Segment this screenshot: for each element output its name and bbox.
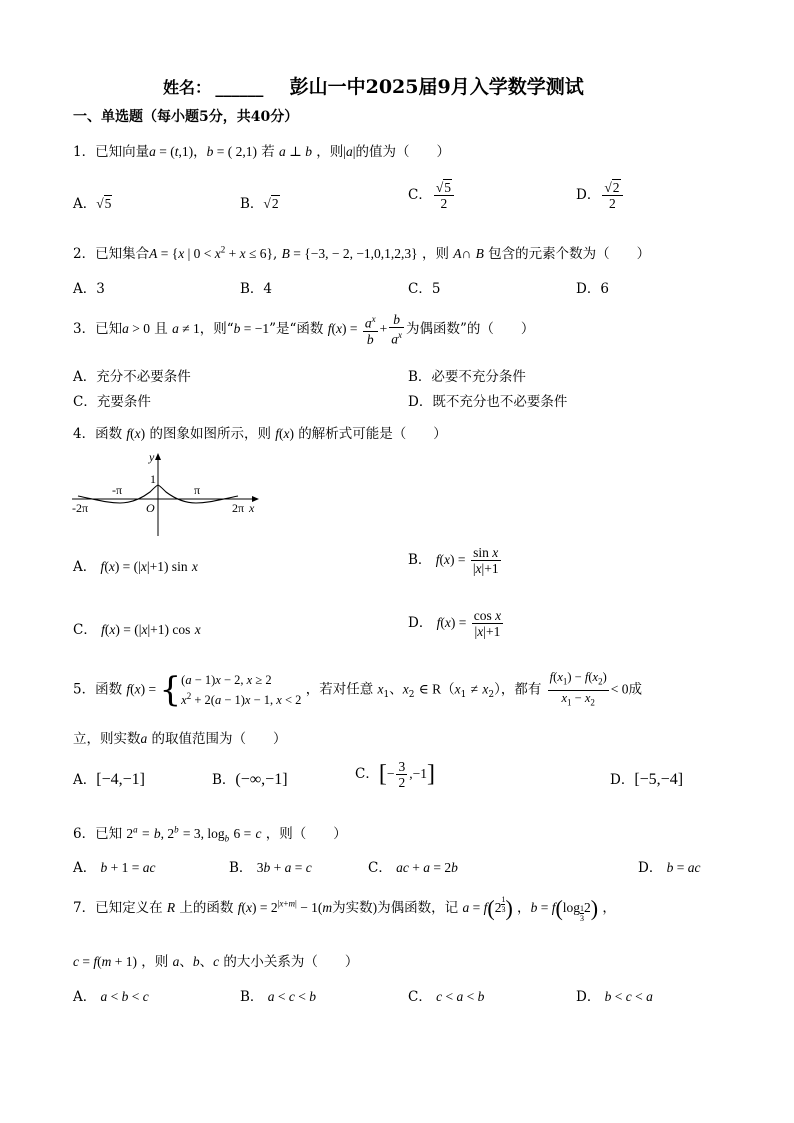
page-title: 彭山一中2025届9月入学数学测试 [289, 76, 584, 98]
q7-option-b: B． a < c < b [240, 989, 316, 1005]
label-neg-pi: -π [112, 483, 123, 497]
q4-option-d: D． f(x) = $\frac{\text{cos x}}{|x|+1}$ [408, 608, 502, 639]
q7-stem: 7．已知定义在 [73, 900, 163, 917]
q3-option-c: C．充要条件 [73, 394, 151, 410]
q5-option-c: C．[− $\frac{3}{2}$ ,−1] [355, 759, 435, 790]
q4-stem: 4．函数 [73, 426, 123, 442]
q5-option-d: D．[−5,−4] [610, 771, 684, 788]
q3-stem: 3．已知 [73, 320, 123, 337]
q3-option-a: A．充分不必要条件 [73, 369, 191, 385]
label-pi: π [194, 483, 201, 497]
q1-option-d: D． $\frac{√2}{2}$ [576, 180, 625, 211]
question-3: 3．已知a > 0 且 a ≠ 1，则“b = −1”是“函数 f(x) = $\frac{a^x}{b}$ + $\frac{b}{a^x}$ 为偶函数”的（ ） [73, 312, 535, 347]
header [163, 72, 584, 99]
q2-option-c: C．5 [408, 281, 441, 297]
question-2: 2．已知集合A = {x | $0 < x^2 + x \le 6$}, B = {−3, − 2, −1,0,1,2,3} ，则 A∩ B 包含的元素个数为（ ） [73, 244, 651, 262]
q2-option-d: D．6 [576, 281, 609, 297]
y-label: y [149, 450, 155, 464]
q1-stem: 1．已知向量 [73, 144, 150, 160]
label-origin: O [146, 501, 155, 515]
q3-option-b: B．必要不充分条件 [408, 369, 526, 385]
q1-option-a: A．√5 [73, 196, 112, 212]
q6-option-a: A． b + 1 = ac [73, 860, 156, 876]
name-blank: ______ [215, 78, 264, 97]
label-one: 1 [150, 472, 156, 486]
q4-option-a: A． f(x) = (|x|+1) sin x [73, 559, 198, 575]
q3-option-d: D．既不充分也不必要条件 [408, 394, 568, 410]
q5-option-a: A．[−4,−1] [73, 771, 145, 788]
q1-option-b: B．√2 [240, 196, 279, 212]
q6-option-d: D． b = ac [638, 860, 701, 876]
function-graph [68, 448, 268, 538]
q1-option-c: C． $\frac{√5}{2}$ [408, 180, 456, 211]
q2-option-b: B．4 [240, 281, 273, 297]
q7-option-a: A． a < b < c [73, 989, 149, 1005]
question-4: 4．函数 f(x) 的图象如图所示，则 f(x) 的解析式可能是（ ） [73, 426, 447, 442]
label-neg-2pi: -2π [72, 501, 89, 515]
label-2pi: 2π [232, 501, 245, 515]
q4-option-b: B． f(x) = $\frac{\text{sin x}}{|x|+1}$ [408, 545, 499, 576]
q6-option-b: B． 3b + a = c [229, 860, 312, 876]
question-7: 7．已知定义在 R 上的函数 $f(x) = 2^{|x+m|} - 1(m$为实数)为偶函数，记 a = f(2 $^{\frac{1}{3}}$ ) ，b = f(log $_{\frac{1}{3}}$ 2) ， [73, 895, 616, 924]
question-5: 5．函数 f(x) = {(a − 1)x − 2, x ≥ 2 $x^2 + 2(a - 1)x - 1$, x < 2 ，若对任意 $x_1$、$x_2$ ∈ $R(x_1 \ne x_2)$，都有 $\frac{f(x_1) - f(x_2)}{x_1 - x_2}$ < 0成 [73, 670, 642, 710]
q5-stem: 5．函数 [73, 681, 123, 698]
q7-stem-line2: c = f(m + 1) ，则 a、b、c 的大小关系为（ ） [73, 954, 359, 970]
question-6: 6．已知 2$^a$ = b, 2$^b$ = 3, $\log_b 6 = c$ ，则（ ） [73, 824, 347, 844]
x-label: x [249, 501, 255, 515]
name-label: 姓名： [163, 78, 212, 97]
q4-option-c: C． f(x) = (|x|+1) cos x [73, 622, 201, 638]
question-1: 1．已知向量a = (t,1)，b = ( 2,1) 若 a ⊥ b ，则|a|的值为（ ） [73, 144, 450, 160]
q6-stem: 6．已知 [73, 826, 123, 842]
q5-option-b: B．(−∞,−1] [212, 771, 288, 788]
q6-option-c: C． ac + a = 2b [368, 860, 458, 876]
q2-option-a: A．3 [73, 281, 105, 297]
q7-option-c: C． c < a < b [408, 989, 485, 1005]
section-heading: 一、单选题（每小题5分，共40分） [73, 109, 299, 125]
q2-stem: 2．已知集合 [73, 246, 150, 262]
q7-option-d: D． b < c < a [576, 989, 653, 1005]
q5-stem-line2: 立，则实数a 的取值范围为（ ） [73, 731, 287, 747]
